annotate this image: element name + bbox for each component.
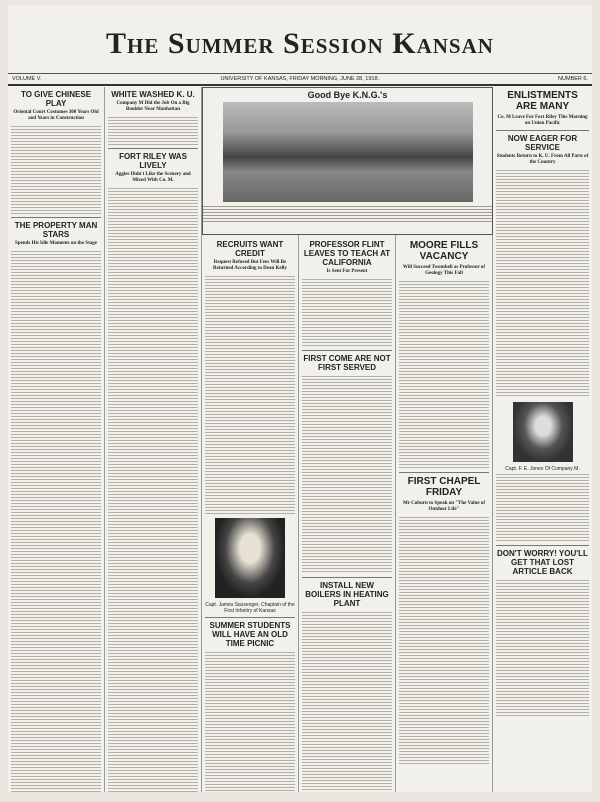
headline-property-man: THE PROPERTY MAN STARS [14, 221, 98, 239]
column-2 [105, 87, 202, 792]
article-text [11, 124, 101, 214]
article-text [108, 115, 198, 145]
chaplain-portrait [215, 518, 285, 598]
dateline [8, 74, 592, 86]
portrait-caption: Capt. James Sassenger, Chaplain of the First Infantry of Kansas [205, 602, 295, 614]
headline-lost-article: DON'T WORRY! YOU'LL GET THAT LOST ARTICLE BACK [497, 549, 588, 576]
headline-moore: MOORE FILLS VACANCY [409, 240, 479, 262]
article-text [496, 578, 589, 718]
headline-boilers: INSTALL NEW BOILERS IN HEATING PLANT [305, 581, 389, 608]
date-label: UNIVERSITY OF KANSAS, FRIDAY MORNING, JUNE 28, 1918. [220, 76, 380, 82]
newspaper-page [8, 5, 592, 792]
article-text [496, 472, 589, 542]
article-text [11, 249, 101, 792]
subhead-eager: Students Return to K. U. From All Parts of the Country [496, 154, 589, 165]
subhead-chinese-play: Oriental Court Costumes 300 Years Old and Years in Construction [13, 110, 99, 121]
article-text [399, 515, 489, 765]
article-text [496, 168, 589, 398]
subhead-flint: Is Sent For Present [326, 269, 368, 274]
troop-photo [223, 102, 473, 202]
number-label: NUMBER 6. [558, 76, 588, 82]
article-text [302, 277, 392, 347]
photo-caption [203, 204, 492, 224]
headline-fort-riley: FORT RILEY WAS LIVELY [119, 152, 187, 170]
subhead-enlistments: Co. M Leave For Fort Riley This Morning on Union Pacific [497, 115, 588, 126]
headline-picnic: SUMMER STUDENTS WILL HAVE AN OLD TIME PICNIC [209, 621, 291, 648]
headline-enlistments: ENLISTMENTS ARE MANY [507, 90, 578, 112]
headline-good-bye: Good Bye K.N.G.'s [307, 90, 388, 100]
headline-first-come: FIRST COME ARE NOT FIRST SERVED [303, 354, 391, 372]
subhead-first-chapel: Mr Coburn to Speak on "The Value of Outdoor Life" [402, 501, 485, 512]
column-1 [8, 87, 105, 792]
headline-white-washed: WHITE WASHED K. U. [111, 90, 195, 99]
subhead-property-man: Spends His Idle Moments on the Stage [15, 241, 97, 246]
article-text [302, 610, 392, 792]
subhead-recruits: Request Refused But Fees Will Be Returned According to Dean Kelly [213, 260, 287, 271]
portrait-caption: Capt. F. E. Jones Of Company M. [505, 466, 580, 472]
good-bye-feature [202, 87, 493, 235]
captain-portrait [513, 402, 573, 462]
headline-flint: PROFESSOR FLINT LEAVES TO TEACH AT CALIFORNIA [303, 240, 391, 267]
headline-first-chapel: FIRST CHAPEL FRIDAY [407, 476, 481, 498]
masthead-title: The Summer Session Kansan [8, 5, 592, 74]
article-text [205, 274, 295, 514]
column-6 [493, 87, 592, 792]
subhead-moore: Will Succeed Twombeli as Professor of Geology This Fall [402, 265, 486, 276]
article-text [205, 650, 295, 792]
volume-label: VOLUME V. [12, 76, 42, 82]
article-text [302, 374, 392, 574]
article-text [399, 279, 489, 469]
headline-chinese-play: TO GIVE CHINESE PLAY [20, 90, 92, 108]
headline-eager: NOW EAGER FOR SERVICE [507, 134, 578, 152]
headline-recruits: RECRUITS WANT CREDIT [216, 240, 284, 258]
subhead-fort-riley: Aggies Didn't Like the Scenery and Mixed With Co. M. [115, 172, 191, 183]
article-text [108, 186, 198, 792]
subhead-white-washed: Company M Did the Job On a Big Boulder Near Manhattan [116, 101, 190, 112]
